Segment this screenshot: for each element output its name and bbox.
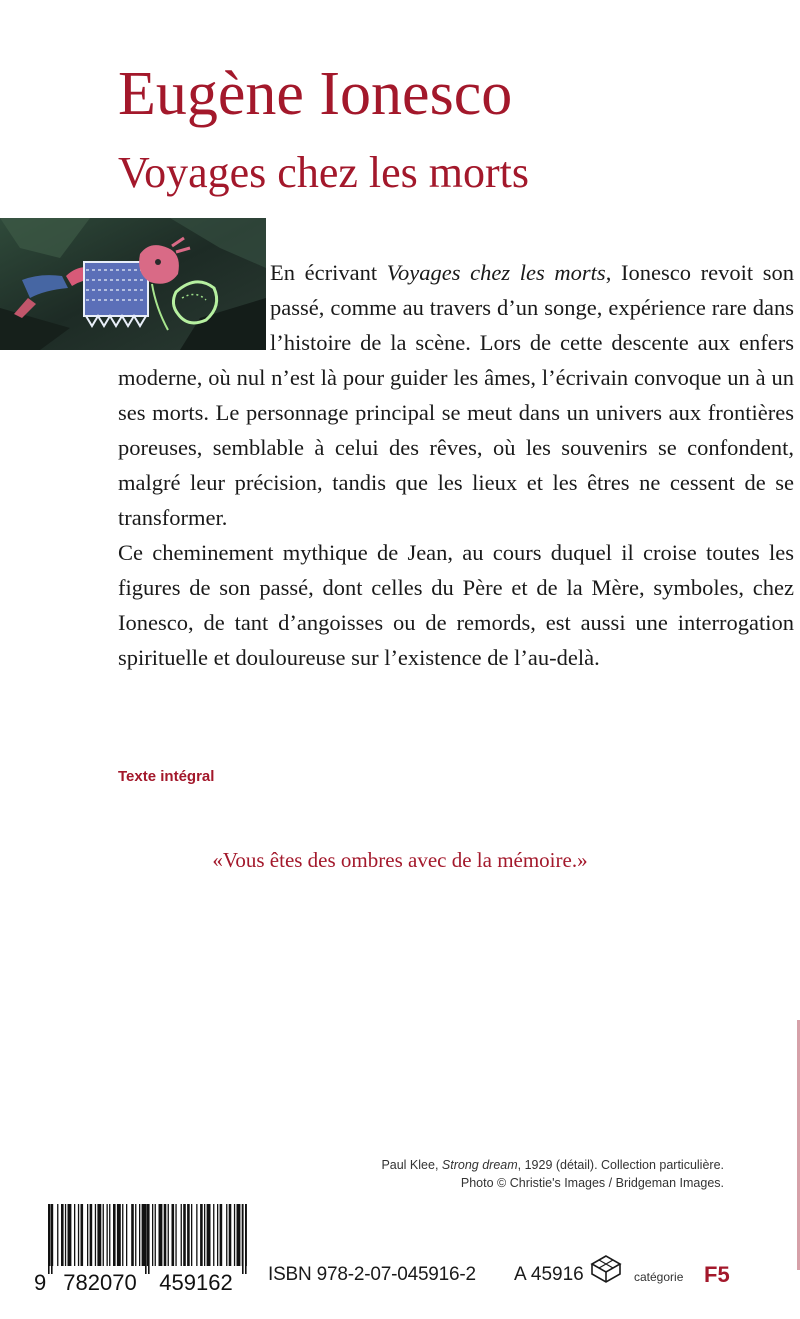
barcode-bar <box>172 1204 175 1266</box>
barcode-bar <box>217 1204 218 1266</box>
barcode-bar <box>87 1204 88 1266</box>
barcode-bar <box>220 1204 223 1266</box>
image-credits: Paul Klee, Strong dream, 1929 (détail). Collection particulière. Photo © Christie's Images / Bridgeman Images. <box>381 1158 724 1190</box>
open-book-icon <box>586 1248 626 1293</box>
ean-barcode <box>34 1204 256 1299</box>
publisher-code: A 45916 <box>514 1264 584 1285</box>
barcode-bar <box>126 1204 127 1266</box>
barcode-bar <box>68 1204 72 1266</box>
barcode-guard-bar <box>145 1204 147 1274</box>
pull-quote: «Vous êtes des ombres avec de la mémoire.» <box>212 848 588 872</box>
blurb-paragraph-2: Ce cheminement mythique de Jean, au cours duquel il croise toutes les figures de son passé, dont celles du Père et de la Mère, symboles, chez Ionesco, de tant d’angoisses ou de remords, est aussi une interrogation spirituelle et douloureuse sur l’existence de l’au-delà. <box>118 540 794 670</box>
barcode-bar <box>164 1204 167 1266</box>
barcode-bar <box>97 1204 101 1266</box>
barcode-bar <box>237 1204 241 1266</box>
barcode-bar <box>74 1204 75 1266</box>
barcode-bar <box>207 1204 211 1266</box>
barcode-bar <box>117 1204 121 1266</box>
barcode-guard-bar <box>242 1204 244 1274</box>
barcode-bar <box>65 1204 66 1266</box>
barcode-bar <box>107 1204 108 1266</box>
author-name: Eugène Ionesco <box>118 60 513 128</box>
barcode-bar <box>159 1204 163 1266</box>
book-title: Voyages chez les morts <box>118 148 529 197</box>
barcode-bar <box>90 1204 93 1266</box>
barcode-bar <box>142 1204 146 1266</box>
barcode-bar <box>78 1204 79 1266</box>
barcode-bar <box>183 1204 186 1266</box>
barcode-guard-bar <box>48 1204 50 1274</box>
barcode-bar <box>61 1204 64 1266</box>
barcode-bar <box>234 1204 235 1266</box>
barcode-bar <box>175 1204 176 1266</box>
barcode-bar <box>226 1204 227 1266</box>
barcode-bar <box>229 1204 232 1266</box>
barcode-bar <box>168 1204 169 1266</box>
barcode-bar <box>81 1204 84 1266</box>
edition-note: Texte intégral <box>118 768 215 785</box>
barcode-bar <box>135 1204 136 1266</box>
barcode-bar <box>191 1204 192 1266</box>
back-cover-blurb <box>118 255 794 675</box>
barcode-bar <box>204 1204 205 1266</box>
barcode-bar <box>122 1204 123 1266</box>
barcode-bar <box>109 1204 110 1266</box>
barcode-bar <box>57 1204 58 1266</box>
barcode-bar <box>155 1204 156 1266</box>
barcode-bar <box>131 1204 134 1266</box>
barcode-guard-bar <box>245 1204 247 1274</box>
barcode-bar <box>139 1204 140 1266</box>
barcode-digit-first: 9 <box>34 1270 47 1294</box>
barcode-bar <box>181 1204 182 1266</box>
barcode-bar <box>113 1204 116 1266</box>
category-label: catégorie <box>634 1270 684 1284</box>
barcode-bar <box>95 1204 96 1266</box>
barcode-bar <box>187 1204 190 1266</box>
barcode-bar <box>213 1204 214 1266</box>
barcode-bar <box>200 1204 203 1266</box>
barcode-guard-bar <box>148 1204 150 1274</box>
category-value: F5 <box>704 1262 730 1287</box>
barcode-digits-right: 459162 <box>159 1270 233 1294</box>
barcode-digits-left: 782070 <box>63 1270 137 1294</box>
isbn-number: ISBN 978-2-07-045916-2 <box>268 1264 476 1285</box>
barcode-bar <box>196 1204 197 1266</box>
barcode-bar <box>152 1204 153 1266</box>
blurb-paragraph-1: En écrivant Voyages chez les morts, Ionesco revoit son passé, comme au travers d’un songe, expérience rare dans l’histoire de la scène. Lors de cette descente aux enfers moderne, où nul n’est là pour guider les âmes, l’écrivain convoque un à un ses morts. Le personnage principal se meut dans un univers aux frontières poreuses, semblable à celui des rêves, où les souvenirs se confondent, malgré leur précision, tandis que les lieux et les êtres ne cessent de se transformer. <box>118 260 795 530</box>
barcode-bar <box>103 1204 104 1266</box>
barcode-guard-bar <box>51 1204 53 1274</box>
